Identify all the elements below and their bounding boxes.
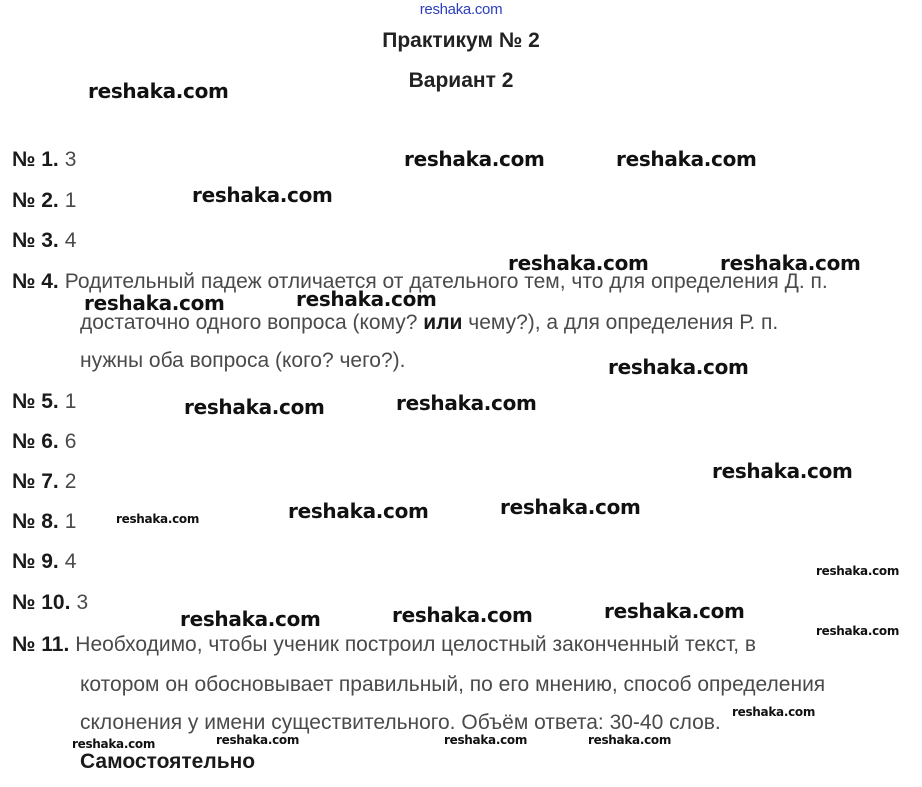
answer-5 — [12, 390, 76, 414]
answer-7 — [12, 470, 76, 494]
watermark-small: reshaka.com — [72, 737, 156, 751]
watermark: reshaka.com — [296, 287, 437, 311]
answer-11-line-2: котором он обосновывает правильный, по его мнению, способ определения — [80, 673, 826, 696]
answer-text: 3 — [76, 591, 89, 614]
watermark: reshaka.com — [712, 459, 853, 483]
answer-4-line-3: нужны оба вопроса (кого? чего?). — [80, 349, 406, 372]
watermark: reshaka.com — [288, 499, 429, 523]
answer-11-line-3: склонения у имени существительного. Объём ответа: 30-40 слов. — [80, 711, 721, 734]
answer-text: 1 — [64, 390, 77, 413]
answer-label: № 7. — [12, 470, 59, 493]
watermark: reshaka.com — [616, 147, 757, 171]
site-watermark-top: reshaka.com — [419, 1, 503, 18]
answer-text: 4 — [64, 550, 77, 573]
answer-text: Необходимо, чтобы ученик построил целостный законченный текст, в — [75, 633, 757, 656]
answer-label: № 1. — [12, 148, 59, 171]
answer-text: 2 — [64, 470, 77, 493]
answer-text-part: достаточно одного вопроса (кому? — [80, 311, 424, 334]
watermark-small: reshaka.com — [588, 733, 672, 747]
section-heading: Самостоятельно — [80, 750, 256, 773]
watermark-small: reshaka.com — [116, 512, 200, 526]
answer-text: 3 — [64, 148, 77, 171]
answer-text: 6 — [64, 430, 77, 453]
answer-label: № 4. — [12, 270, 59, 293]
watermark: reshaka.com — [180, 607, 321, 631]
answer-6 — [12, 430, 76, 454]
watermark: reshaka.com — [396, 391, 537, 415]
answer-text: 1 — [64, 189, 77, 212]
answer-text: 4 — [64, 229, 77, 252]
answer-label: № 8. — [12, 510, 59, 533]
page-subtitle: Вариант 2 — [408, 69, 514, 92]
watermark: reshaka.com — [608, 355, 749, 379]
answer-11 — [12, 633, 756, 657]
answer-10 — [12, 591, 88, 615]
answer-2 — [12, 189, 76, 213]
watermark-small: reshaka.com — [216, 733, 300, 747]
watermark-small: reshaka.com — [444, 733, 528, 747]
answer-3 — [12, 229, 76, 253]
watermark-small: reshaka.com — [816, 564, 900, 578]
answer-label: № 11. — [12, 633, 70, 656]
watermark: reshaka.com — [184, 395, 325, 419]
answer-label: № 9. — [12, 550, 59, 573]
answer-8 — [12, 510, 76, 534]
watermark: reshaka.com — [88, 79, 229, 103]
answer-text-part: чему?), а для определения Р. п. — [462, 311, 779, 334]
watermark: reshaka.com — [192, 183, 333, 207]
watermark-small: reshaka.com — [732, 705, 816, 719]
answer-text-bold: или — [423, 311, 463, 334]
page-title: Практикум № 2 — [382, 29, 540, 52]
answer-text: 1 — [64, 510, 77, 533]
answer-label: № 5. — [12, 390, 59, 413]
watermark: reshaka.com — [84, 291, 225, 315]
watermark: reshaka.com — [392, 603, 533, 627]
answer-label: № 3. — [12, 229, 59, 252]
answer-1 — [12, 148, 76, 172]
answer-9 — [12, 550, 76, 574]
watermark: reshaka.com — [720, 251, 861, 275]
watermark: reshaka.com — [500, 495, 641, 519]
answer-label: № 6. — [12, 430, 59, 453]
watermark: reshaka.com — [404, 147, 545, 171]
watermark: reshaka.com — [604, 599, 745, 623]
answer-label: № 10. — [12, 591, 71, 614]
answer-text: Родительный падеж отличается от дательного тем, что для определения Д. п. — [64, 270, 828, 293]
answer-label: № 2. — [12, 189, 59, 212]
watermark: reshaka.com — [508, 251, 649, 275]
watermark-small: reshaka.com — [816, 624, 900, 638]
